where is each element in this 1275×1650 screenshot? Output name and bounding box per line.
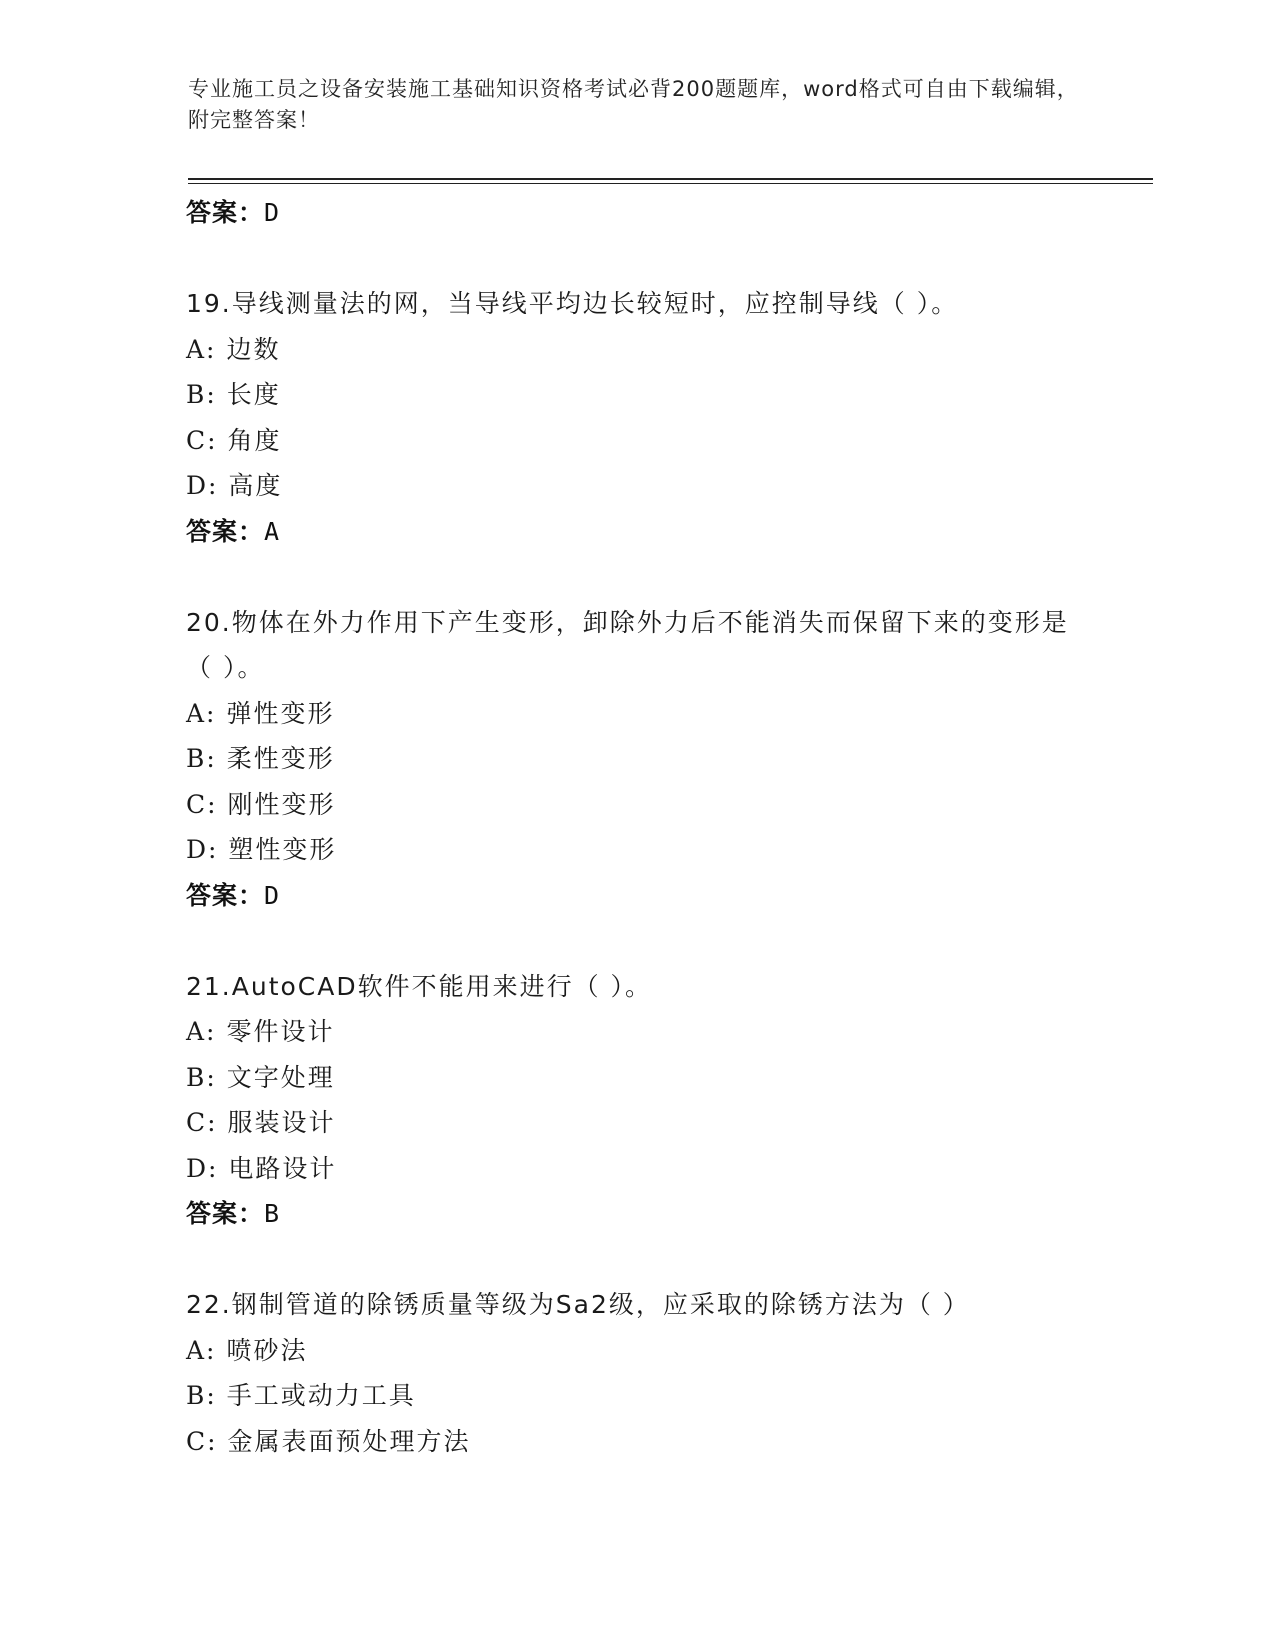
- option-label: A:: [186, 1335, 217, 1365]
- spacer: [186, 236, 1086, 282]
- option-label: B:: [186, 744, 217, 773]
- option-item: [186, 1100, 1086, 1146]
- spacer: [186, 918, 1086, 964]
- option-label: D:: [186, 471, 219, 500]
- question-block: [186, 281, 1086, 554]
- option-item: [186, 782, 1086, 828]
- spacer: [186, 554, 1086, 600]
- option-item: [186, 372, 1086, 418]
- option-text: 高度: [228, 471, 283, 500]
- option-item: [186, 463, 1086, 509]
- document-content: [186, 190, 1086, 1464]
- answer-line: [186, 190, 1086, 236]
- option-text: 边数: [226, 334, 281, 364]
- option-label: C:: [186, 789, 218, 819]
- option-text: 角度: [227, 425, 282, 455]
- option-text: 文字处理: [226, 1062, 335, 1092]
- option-label: A:: [186, 698, 217, 728]
- option-item: [186, 1009, 1086, 1055]
- option-label: C:: [186, 1426, 218, 1456]
- option-text: 塑性变形: [228, 835, 337, 864]
- option-text: 喷砂法: [226, 1335, 308, 1365]
- option-text: 柔性变形: [226, 744, 335, 773]
- option-item: [186, 1373, 1086, 1419]
- option-item: [186, 327, 1086, 373]
- option-item: [186, 418, 1086, 464]
- document-header: 专业施工员之设备安装施工基础知识资格考试必背200题题库，word格式可自由下载编辑，附完整答案！: [188, 77, 1079, 132]
- answer-label: 答案：: [186, 880, 265, 910]
- option-text: 手工或动力工具: [226, 1381, 416, 1410]
- option-item: [186, 736, 1086, 782]
- question-text: 21.AutoCAD软件不能用来进行（ ）。: [186, 971, 653, 1001]
- option-label: A:: [186, 334, 217, 364]
- option-label: C:: [186, 1108, 218, 1137]
- answer-line: [186, 1191, 1086, 1237]
- option-text: 弹性变形: [226, 698, 335, 728]
- option-label: A:: [186, 1017, 217, 1046]
- question-text: 19.导线测量法的网，当导线平均边长较短时，应控制导线（ ）。: [186, 289, 959, 318]
- option-label: B:: [186, 1062, 217, 1092]
- answer-label: 答案：: [186, 198, 265, 227]
- option-item: [186, 1419, 1086, 1465]
- option-text: 电路设计: [228, 1153, 337, 1183]
- answer-value: D: [264, 198, 281, 227]
- option-text: 零件设计: [226, 1017, 335, 1046]
- option-item: [186, 1055, 1086, 1101]
- option-text: 长度: [226, 380, 281, 409]
- option-label: B:: [186, 1381, 217, 1410]
- header-divider-thin: [188, 183, 1153, 184]
- answer-label: 答案：: [186, 516, 265, 546]
- answer-line: [186, 509, 1086, 555]
- option-label: B:: [186, 380, 217, 409]
- question-block: [186, 964, 1086, 1237]
- option-label: C:: [186, 425, 218, 455]
- answer-label: 答案：: [186, 1199, 265, 1228]
- spacer: [186, 1237, 1086, 1283]
- answer-value: D: [264, 880, 281, 910]
- option-text: 服装设计: [227, 1108, 336, 1137]
- option-text: 金属表面预处理方法: [227, 1426, 471, 1456]
- option-item: [186, 1146, 1086, 1192]
- header-divider-thick: [188, 178, 1153, 180]
- question-block: [186, 1282, 1086, 1464]
- option-text: 刚性变形: [227, 789, 336, 819]
- question-block: [186, 600, 1086, 919]
- option-item: [186, 1328, 1086, 1374]
- option-label: D:: [186, 835, 219, 864]
- answer-value: B: [264, 1199, 281, 1228]
- option-item: [186, 691, 1086, 737]
- answer-value: A: [264, 516, 281, 546]
- answer-line: [186, 873, 1086, 919]
- question-text: 22.钢制管道的除锈质量等级为Sa2级，应采取的除锈方法为（ ）: [186, 1290, 970, 1319]
- option-item: [186, 827, 1086, 873]
- question-text: 20.物体在外力作用下产生变形，卸除外力后不能消失而保留下来的变形是（ ）。: [186, 607, 1069, 682]
- option-label: D:: [186, 1153, 219, 1183]
